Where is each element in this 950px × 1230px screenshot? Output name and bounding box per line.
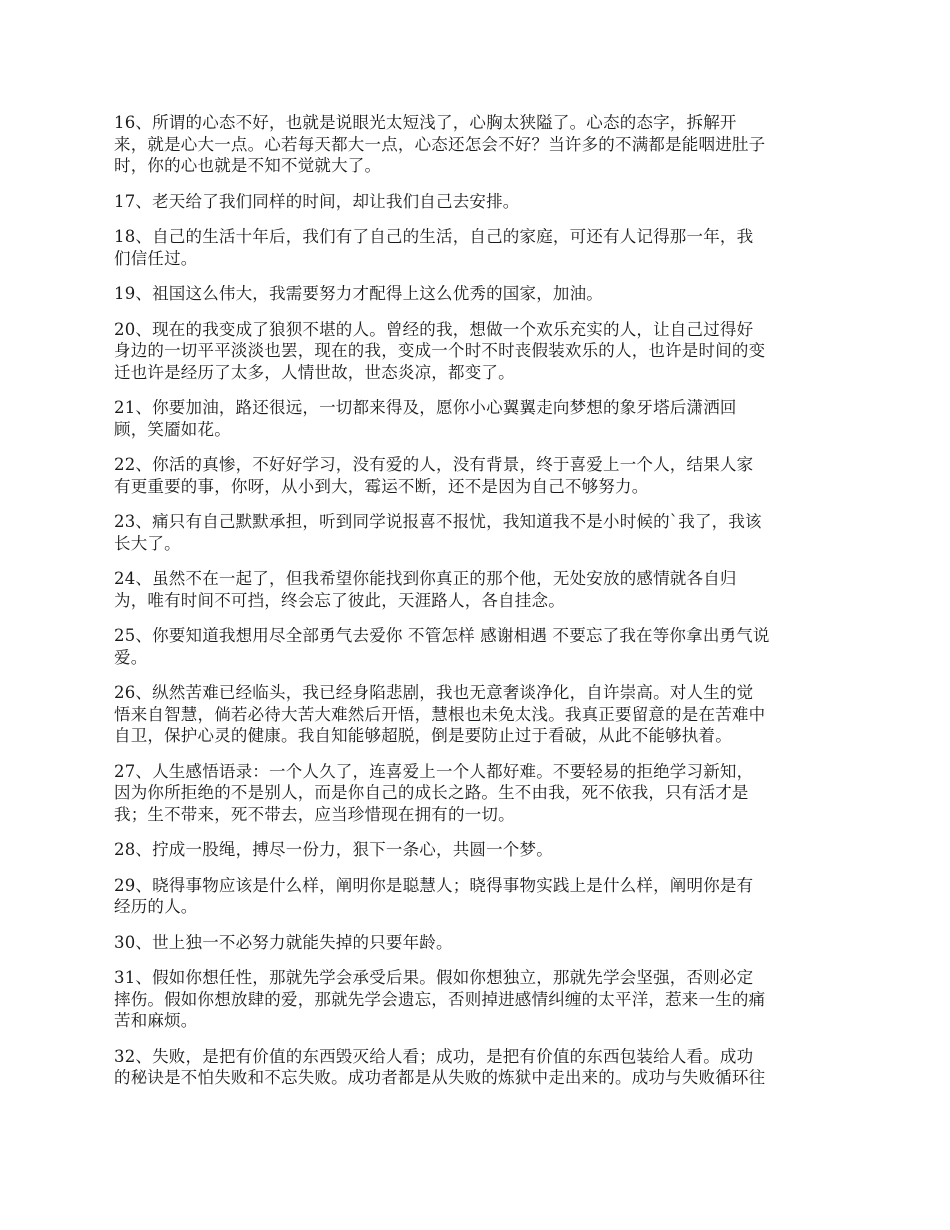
paragraph-item	[114, 568, 844, 611]
text-line: 29、晓得事物应该是什么样，阐明你是聪慧人；晓得事物实践上是什么样，阐明你是有	[114, 875, 754, 895]
paragraph-item	[114, 875, 844, 918]
text-line: 有更重要的事，你呀，从小到大，霉运不断，还不是因为自己不够努力。	[114, 476, 649, 496]
paragraph-item	[114, 319, 844, 384]
paragraph-item	[114, 191, 844, 213]
paragraph-item	[114, 112, 844, 177]
text-line: 长大了。	[114, 533, 181, 553]
text-line: 顾，笑靥如花。	[114, 419, 231, 439]
text-line: 26、纵然苦难已经临头，我已经身陷悲剧，我也无意奢谈净化，自许崇高。对人生的觉	[114, 683, 754, 702]
paragraph-item	[114, 1046, 844, 1089]
text-line: 25、你要知道我想用尽全部勇气去爱你 不管怎样 感谢相遇 不要忘了我在等你拿出勇气说	[114, 626, 770, 645]
paragraph-item	[114, 839, 844, 861]
paragraph-list	[114, 112, 844, 1089]
text-line: 17、老天给了我们同样的时间，却让我们自己去安排。	[114, 191, 520, 211]
text-line: 们信任过。	[114, 248, 198, 268]
text-line: 因为你所拒绝的不是别人，而是你自己的成长之路。生不由我，死不依我，只有活才是	[114, 783, 749, 802]
text-line: 的秘诀是不怕失败和不忘失败。成功者都是从失败的炼狱中走出来的。成功与失败循环往	[114, 1068, 766, 1087]
paragraph-item	[114, 761, 844, 826]
paragraph-item	[114, 967, 844, 1032]
text-line: 30、世上独一不必努力就能失掉的只要年龄。	[114, 932, 453, 952]
text-line: 24、虽然不在一起了，但我希望你能找到你真正的那个他，无处安放的感情就各自归	[114, 569, 737, 588]
paragraph-item	[114, 226, 844, 269]
text-line: 22、你活的真惨，不好好学习，没有爱的人，没有背景，终于喜爱上一个人，结果人家	[114, 455, 754, 474]
text-line: 32、失败，是把有价值的东西毁灭给人看；成功，是把有价值的东西包装给人看。成功	[114, 1046, 754, 1066]
text-line: 自卫，保护心灵的健康。我自知能够超脱，倒是要防止过于看破，从此不能够执着。	[114, 726, 732, 745]
paragraph-item	[114, 397, 844, 440]
text-line: 迁也许是经历了太多，人情世故，世态炎凉，都变了。	[114, 362, 515, 382]
text-line: 摔伤。假如你想放肆的爱，那就先学会遗忘，否则掉进感情纠缠的太平洋，惹来一生的痛	[114, 989, 766, 1009]
text-line: 21、你要加油，路还很远，一切都来得及，愿你小心翼翼走向梦想的象牙塔后潇洒回	[114, 398, 737, 417]
paragraph-item	[114, 682, 844, 747]
paragraph-item	[114, 454, 844, 497]
text-line: 31、假如你想任性，那就先学会承受后果。假如你想独立，那就先学会坚强，否则必定	[114, 968, 754, 987]
text-line: 来，就是心大一点。心若每天都大一点，心态还怎会不好？当许多的不满都是能咽进肚子	[114, 134, 766, 154]
text-line: 我；生不带来，死不带去，应当珍惜现在拥有的一切。	[114, 804, 515, 824]
document-page	[114, 112, 844, 1103]
text-line: 20、现在的我变成了狼狈不堪的人。曾经的我，想做一个欢乐充实的人，让自己过得好	[114, 319, 754, 339]
text-line: 爱。	[114, 647, 148, 667]
paragraph-item	[114, 283, 844, 305]
paragraph-item	[114, 511, 844, 554]
text-line: 23、痛只有自己默默承担，听到同学说报喜不报忧，我知道我不是小时候的`我了，我该	[114, 512, 762, 531]
text-line: 27、人生感悟语录：一个人久了，连喜爱上一个人都好难。不要轻易的拒绝学习新知，	[114, 761, 754, 781]
text-line: 苦和麻烦。	[114, 1011, 198, 1030]
text-line: 为，唯有时间不可挡，终会忘了彼此，天涯路人，各自挂念。	[114, 590, 565, 610]
text-line: 16、所谓的心态不好，也就是说眼光太短浅了，心胸太狭隘了。心态的态字，拆解开	[114, 113, 737, 132]
paragraph-item	[114, 932, 844, 954]
text-line: 18、自己的生活十年后，我们有了自己的生活，自己的家庭，可还有人记得那一年，我	[114, 227, 754, 246]
text-line: 19、祖国这么伟大，我需要努力才配得上这么优秀的国家，加油。	[114, 284, 603, 303]
text-line: 经历的人。	[114, 897, 198, 916]
text-line: 悟来自智慧，倘若必待大苦大难然后开悟，慧根也未免太浅。我真正要留意的是在苦难中	[114, 704, 766, 724]
text-line: 时，你的心也就是不知不觉就大了。	[114, 156, 382, 175]
text-line: 身边的一切平平淡淡也罢，现在的我，变成一个时不时丧假装欢乐的人，也许是时间的变	[114, 341, 766, 360]
text-line: 28、拧成一股绳，搏尽一份力，狠下一条心，共圆一个梦。	[114, 840, 553, 859]
paragraph-item	[114, 625, 844, 668]
